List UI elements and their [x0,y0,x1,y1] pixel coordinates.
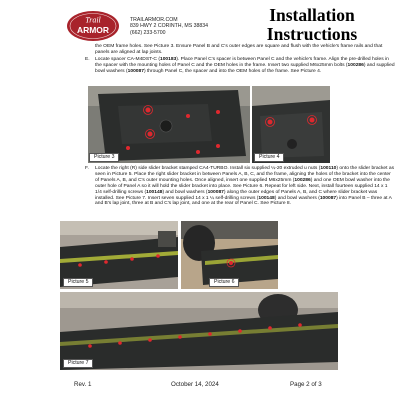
part-number: 100087 [207,189,224,195]
company-address: 839 HWY 2 CORINTH, MS 38834 [130,23,209,30]
svg-text:ARMOR: ARMOR [76,25,110,35]
intro-paragraph: the OEM frame holes. See Picture 3. Ensure Panel B and C's outer edges are square and flush with the vehicle's frame rails and that panels are aligned at lap joints. [95,44,383,55]
picture-3-caption: Picture 3 [89,153,119,162]
picture-5-photo [60,221,178,289]
part-number: 100148 [146,189,163,195]
picture-7-photo [60,292,338,370]
part-number: 100087 [319,195,337,201]
footer-revision: Rev. 1 [74,381,92,388]
company-name: TRAILARMOR.COM [130,17,178,23]
footer-page-number: Page 2 of 3 [290,381,322,388]
picture-3-photo [88,86,250,163]
picture-6-caption: Picture 6 [209,278,239,287]
trail-armor-logo [66,10,120,42]
company-info [130,17,208,36]
part-number: 100110 [320,166,337,171]
svg-text:Trail: Trail [85,15,101,25]
picture-5-caption: Picture 5 [63,278,93,287]
part-number: 100148 [258,195,275,201]
step-e-letter: E. [85,57,90,62]
step-f-paragraph: F. Locate the right (R) side slider bracket stamped CA4-TURBO. Install six supplied ¼-20 extruded u nuts (100110) onto the slider bracket as seen in Picture 5. Place the right slider bracket in between Panels A, B, C, and the frame, aligning the holes of the bracket into the center of Panels A, B, and C's outer mounting holes. Once aligned, insert one supplied M6x25mm (100286) and one OEM bowl washer into the outer hole of Panel A so it will hold the slider bracket into place. See Picture 6. Repeat for left side. Next, install fourteen supplied 14 x 1 1/4 self-drilling screws (100148) and bowl washers (100087) along the outer edges of Panels A, B, and C where slider bracket was installed. See Picture 7. Insert seven supplied 14 x 1 ¼ self-drilling screws (100148) and bowl washers (100087) into Panel B – three at A and B's lap joint, three at B and C's lap joint, and one at the rear of Panel C. See Picture 8. [85,166,395,207]
part-number: 100183 [159,57,177,62]
step-f-letter: F. [85,166,89,171]
picture-4-caption: Picture 4 [254,153,284,162]
picture-4-photo [252,86,330,163]
page-title: Installation Instructions [266,5,358,44]
part-number: 100286 [294,177,311,183]
part-number: 100087 [127,68,144,74]
part-number: 100286 [347,62,364,68]
step-e-paragraph: E. Locate spacer CA-M4DST-C (100183). Place Panel C's spacer is between Panel C and the vehicle's frame. Align the pre-drilled holes in the spacer with the mounting holes of Panel C and the OEM holes in the frame. Insert two supplied M6x25mm bolts (100286) and supplied bowl washers (100087) through Panel C, the spacer and into the OEM holes of the frame. See Picture 4. [85,57,395,74]
page-header [0,0,416,44]
company-phone: (662) 233-5700 [130,29,166,36]
picture-7-caption: Picture 7 [63,359,93,368]
footer-date: October 14, 2024 [171,381,219,388]
picture-6-photo [181,221,278,289]
